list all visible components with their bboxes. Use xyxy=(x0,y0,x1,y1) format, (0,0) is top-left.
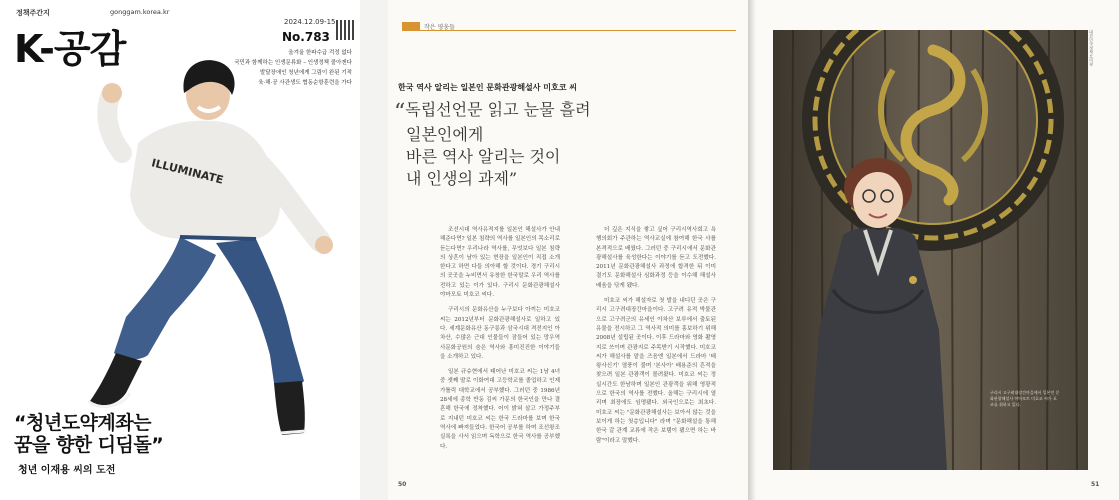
issue-number: No.783 xyxy=(282,30,330,44)
paragraph: 미호코 씨가 해설자로 첫 발을 내디딘 곳은 구리시 고구려대장간마을이다. 고구려 유적 박물관으로 고구려군의 유세인 아차산 보루에서 출토된 유물을 전시하고 그 역사적 의미를 홍보하기 위해 2008년 설립된 곳이다. 이후 드라마와 영화 촬영지로 쓰이며 관광지로 주목받기 시작했다. 미호코 씨가 해설사를 맡을 즈음엔 일본에서 드라마 '태왕사신기' 열풍이 불며 '본사아' 배용준의 흔적을 찾으려 일본 관광객이 몰려왔다. 미호코 씨는 정실시간도 한남하며 일본인 관광객을 위해 영광적으로 한국의 역사를 전했다. 올해는 구리시에 열리며 최장에도 임명됐다. 외국인으로는 최초다. 미호코 씨는 "문화관광해설사는 보아서 않는 것을 보이게 하는 첫층입니다" 라며 "문화해설을 통해 한국 갈 관계 교류에 작은 보탬이 됐으면 하는 바람"이라고 말했다. xyxy=(596,298,716,444)
magazine-cover xyxy=(0,0,360,500)
headline-item: 올겨울 한파수급 걱정 없다 xyxy=(288,50,352,56)
section-divider xyxy=(402,30,736,31)
headline-item: 국민과 함께하는 인생문류화 – 인생정책 콜아겐다 xyxy=(234,60,352,66)
section-tag-marker xyxy=(402,22,420,30)
sweatshirt-text: ILLUMINATE xyxy=(150,156,225,187)
headline-item: 육·해·공 사관생도 협동순항훈련을 가다 xyxy=(258,80,352,86)
page-number-right: 51 xyxy=(1091,481,1100,488)
issue-date: 2024.12.09-15 xyxy=(284,18,336,26)
headline-line: 바른 역사 알리는 것이 xyxy=(406,147,561,166)
side-tag-text: 대한민국정책브리핑 xyxy=(1089,30,1094,66)
article-headline xyxy=(394,99,591,190)
article-subtitle: 한국 역사 알리는 일본인 문화관광해설사 미호코 씨 xyxy=(398,83,577,92)
spread-gap xyxy=(360,0,388,500)
section-tag-label: 작은 영웅들 xyxy=(424,23,455,31)
paragraph: 일본 규슈현에서 태어난 미호코 씨는 1남 4녀 중 셋째 딸로 이화여대 고등학교를 졸업하고 인제가톨릭 대학교에서 공부했다. 그러던 중 1986년 28세에 종학 반동 김씨 가문의 한국인을 만나 결혼해 한국에 정착했다. 어이 밝혀 살고 가정주부로 지내던 미호코 씨는 한국 드라마를 보며 한국 역사에 빠져들었다. 한국어 공부를 하며 조선왕조실록을 사서 읽으며 독학으로 한국 역사를 공부했다. xyxy=(440,369,560,450)
magazine-title: K-공감 xyxy=(14,27,126,71)
cover-quote xyxy=(14,412,163,456)
headline-line: 독립선언문 읽고 눈물 흘려 xyxy=(405,100,591,119)
headline-item: 발달장애인 청년에게 그림이 완된 기적 xyxy=(259,70,352,76)
cover-subtitle: 정책주간지 xyxy=(16,9,50,17)
side-tag xyxy=(1088,30,1102,70)
headline-line: 일본인에게 xyxy=(406,125,484,144)
jumping-person-photo xyxy=(30,55,350,435)
book-spine-shadow xyxy=(748,0,756,500)
page-number-left: 50 xyxy=(398,481,407,488)
open-quote-mark: “ xyxy=(394,100,406,125)
article-text-page xyxy=(388,0,748,500)
cover-url: gonggam.korea.kr xyxy=(110,8,170,16)
photo-page xyxy=(748,0,1119,500)
cover-quote-line: “청년도약계좌는 xyxy=(14,412,151,434)
article-column-2 xyxy=(596,226,716,452)
photo-caption: 구리시 고구려대장간마을에서 일본인 문화관광해설사 야마모토 미호코 씨가 포즈를 취하고 있다. xyxy=(990,390,1060,407)
qr-code-icon xyxy=(336,20,354,40)
cover-quote-line: 꿈을 향한 디딤돌” xyxy=(14,434,164,456)
article-column-1 xyxy=(440,226,560,458)
cover-caption: 청년 이재용 씨의 도전 xyxy=(18,465,116,476)
headline-line: 내 인생의 과제” xyxy=(406,169,518,188)
paragraph: 더 깊은 지식을 쌓고 싶어 구리시역사회고 욕행의회가 주관하는 역사교실에 참여해 한국 사를 본격적으로 배웠다. 그러던 중 구리시에서 문화관광해설사를 육성한다는 이야기를 듣고 도전했다. 2011년 문화관광해설사 과정에 합격한 뒤 이미 결기도 문화해설사 심화과정 등을 이수해 해설사 배움을 닦게 됐다. xyxy=(596,227,716,289)
paragraph: 구리시의 문화유산을 누구보다 아끼는 미호코 씨는 2012년부터 문화관광해설사로 일하고 있다. 세계문화유산 동구릉과 삼국시대 격전지인 아차산, 수많은 근대 인물들이 잠들어 있는 망우역사문화공원의 숨은 역사와 흥미진진한 이야기들을 소개하고 있다. xyxy=(440,307,560,360)
paragraph: 조선시대 역사유적지를 일본인 해설사가 안내해준다면? 일본 침략의 역사를 일본인의 목소리로 듣는다면? 우리나라 역사를, 무엇보다 일본 침략의 상흔이 남아 있는 현장을 일본인이 직접 소개한다고 하면 다들 의아해 할 것이다. 경기 구리시의 곳곳을 누비면서 유창한 한국말로 우리 역사를 전하고 있는 이가 있다. 구리시 문화관광해설사 야마모토 미호코 씨다. xyxy=(440,227,560,299)
